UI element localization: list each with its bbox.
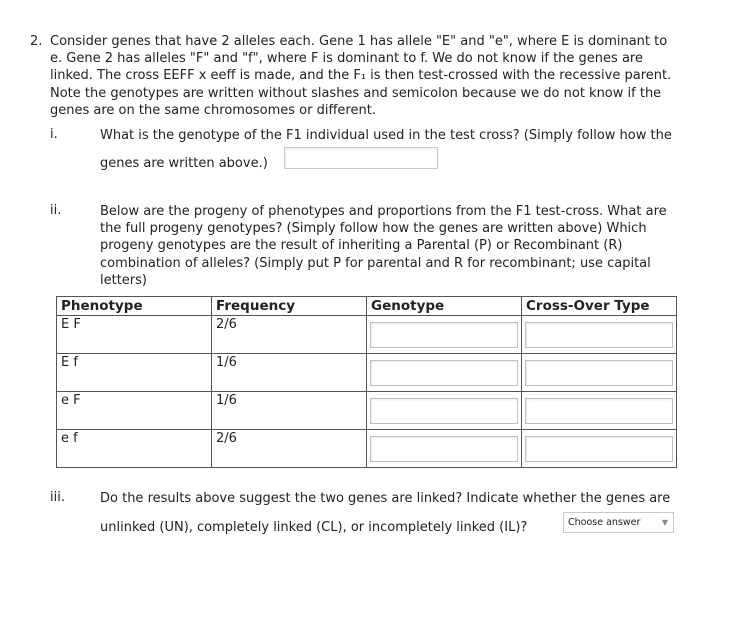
linkage-answer-select[interactable] bbox=[563, 512, 674, 533]
phenotype-cell: E F bbox=[57, 316, 212, 354]
part-ii-line-4: combination of alleles? (Simply put P for parental and R for recombinant; use capital bbox=[100, 255, 651, 271]
frequency-cell: 1/6 bbox=[212, 392, 367, 430]
table-header-row bbox=[57, 297, 677, 316]
table-row bbox=[57, 316, 677, 354]
crossover-type-input[interactable] bbox=[525, 360, 673, 386]
frequency-cell: 1/6 bbox=[212, 354, 367, 392]
part-i-label: i. bbox=[50, 127, 58, 142]
genotype-input[interactable] bbox=[370, 398, 518, 424]
part-ii-line-1: Below are the progeny of phenotypes and proportions from the F1 test-cross. What are bbox=[100, 204, 667, 219]
part-ii-line-3: progeny genotypes are the result of inheriting a Parental (P) or Recombinant (R) bbox=[100, 238, 623, 254]
phenotype-cell: e f bbox=[57, 430, 212, 468]
intro-line-5: genes are on the same chromosomes or different. bbox=[50, 102, 376, 118]
crossover-type-input[interactable] bbox=[525, 436, 673, 462]
part-iii-label: iii. bbox=[50, 490, 65, 505]
intro-line-3: linked. The cross EEFF x eeff is made, and the F₁ is then test-crossed with the recessive parent. bbox=[50, 68, 672, 84]
table-row bbox=[57, 354, 677, 392]
crossover-cell bbox=[522, 316, 677, 354]
crossover-type-input[interactable] bbox=[525, 398, 673, 424]
intro-line-4: Note the genotypes are written without slashes and semicolon because we do not know if the bbox=[50, 85, 662, 101]
header-crossover-type: Cross-Over Type bbox=[522, 297, 677, 316]
header-frequency: Frequency bbox=[212, 297, 367, 316]
intro-line-2: e. Gene 2 has alleles "F" and "f", where F is dominant to f. We do not know if the genes are bbox=[50, 51, 643, 67]
chevron-down-icon: ▼ bbox=[661, 518, 668, 527]
intro-line-1: 2. Consider genes that have 2 alleles each. Gene 1 has allele "E" and "e", where E is dominant to bbox=[30, 34, 668, 49]
header-genotype: Genotype bbox=[367, 297, 522, 316]
part-ii-line-5: letters) bbox=[100, 272, 147, 288]
genotype-input[interactable] bbox=[370, 322, 518, 348]
part-iii-question-line-2: unlinked (UN), completely linked (CL), or incompletely linked (IL)? bbox=[100, 520, 528, 535]
question-number: 2. bbox=[30, 34, 43, 49]
progeny-table bbox=[56, 296, 677, 468]
crossover-cell bbox=[522, 392, 677, 430]
part-ii-label: ii. bbox=[50, 203, 62, 218]
part-ii-line-2: the full progeny genotypes? (Simply follow how the genes are written above) Which bbox=[100, 221, 647, 237]
genotype-cell bbox=[367, 430, 522, 468]
linkage-select-value: Choose answer bbox=[568, 517, 641, 528]
genotype-cell bbox=[367, 354, 522, 392]
part-i-question-line-1: What is the genotype of the F1 individual used in the test cross? (Simply follow how the bbox=[100, 128, 672, 143]
genotype-input[interactable] bbox=[370, 360, 518, 386]
frequency-cell: 2/6 bbox=[212, 430, 367, 468]
part-i-question-line-2: genes are written above.) bbox=[100, 156, 268, 171]
table-row bbox=[57, 430, 677, 468]
table-row bbox=[57, 392, 677, 430]
f1-genotype-input[interactable] bbox=[284, 147, 438, 169]
crossover-cell bbox=[522, 354, 677, 392]
frequency-cell: 2/6 bbox=[212, 316, 367, 354]
genotype-cell bbox=[367, 316, 522, 354]
crossover-cell bbox=[522, 430, 677, 468]
part-iii-question-line-1: Do the results above suggest the two genes are linked? Indicate whether the genes are bbox=[100, 491, 671, 506]
part-ii-question bbox=[100, 203, 667, 289]
genotype-cell bbox=[367, 392, 522, 430]
phenotype-cell: E f bbox=[57, 354, 212, 392]
question-2-intro bbox=[30, 33, 720, 119]
genotype-input[interactable] bbox=[370, 436, 518, 462]
crossover-type-input[interactable] bbox=[525, 322, 673, 348]
header-phenotype: Phenotype bbox=[57, 297, 212, 316]
phenotype-cell: e F bbox=[57, 392, 212, 430]
